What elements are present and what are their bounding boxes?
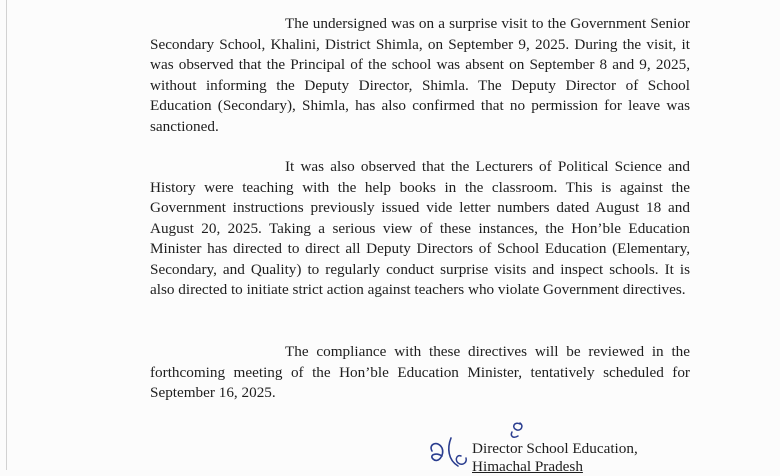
- paragraph-surprise-visit: The undersigned was on a surprise visit to the Government Senior Secondary School, Khalini, District Shimla, on September 9, 2025. During the visit, it was observed that the Principal of the school was absent on September 8 and 9, 2025, without informing the Deputy Director, Shimla. The Deputy Director of School Education (Secondary), Shimla, has also confirmed that no permission for leave was sanctioned.: [150, 15, 690, 135]
- paragraph-help-books-observation: It was also observed that the Lecturers of Political Science and History were teaching with the help books in the classroom. This is against the Government instructions previously issued vide letter numbers dated August 18 and August 20, 2025. Taking a serious view of these instances, the Hon’ble Education Minister has directed to direct all Deputy Directors of School Education (Elementary, Secondary, and Quality) to regularly conduct surprise visits and inspect schools. It is also directed to initiate strict action against teachers who violate Government directives.: [150, 158, 690, 298]
- signature-block: [472, 440, 638, 476]
- signatory-title: Director School Education,: [472, 440, 638, 457]
- signatory-state: Himachal Pradesh: [472, 458, 583, 475]
- page-edge-divider: [6, 0, 7, 470]
- paragraph-compliance-review: The compliance with these directives will be reviewed in the forthcoming meeting of the Hon’ble Education Minister, tentatively scheduled for September 16, 2025.: [150, 343, 690, 401]
